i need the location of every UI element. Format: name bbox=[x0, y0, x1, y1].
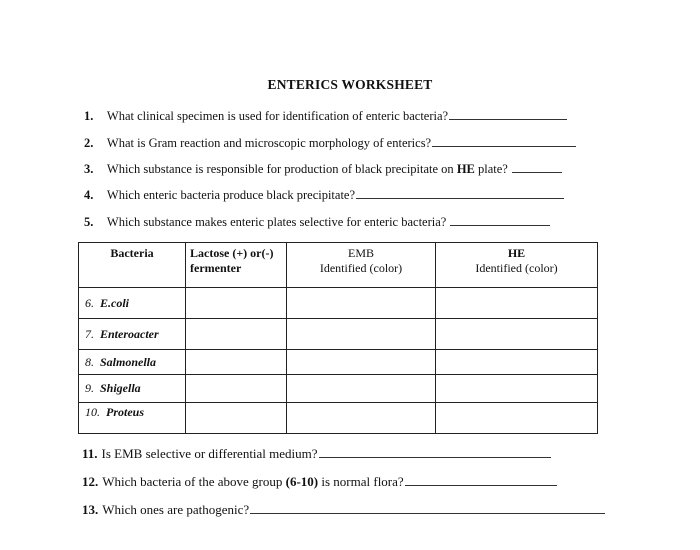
row-number: 9. bbox=[85, 381, 94, 395]
question-text: Which ones are pathogenic? bbox=[102, 502, 250, 517]
bacteria-name: Salmonella bbox=[100, 354, 157, 369]
question-number: 1. bbox=[84, 109, 94, 123]
question-text: Which enteric bacteria produce black precipitate? bbox=[106, 188, 356, 202]
header-lactose bbox=[186, 243, 287, 288]
bacteria-name: E.coli bbox=[100, 295, 129, 310]
header-emb-line1: EMB bbox=[347, 246, 374, 260]
table-row bbox=[79, 375, 598, 403]
header-lactose-line2: fermenter bbox=[190, 261, 242, 275]
answer-line[interactable] bbox=[512, 160, 562, 173]
question-11 bbox=[82, 445, 551, 462]
header-emb bbox=[287, 243, 436, 288]
answer-line[interactable] bbox=[405, 473, 557, 486]
header-bacteria: Bacteria bbox=[79, 243, 186, 288]
question-text-suffix: is normal flora? bbox=[318, 474, 404, 489]
header-he-line1: HE bbox=[507, 246, 526, 260]
answer-line[interactable] bbox=[432, 134, 576, 147]
lactose-cell[interactable] bbox=[186, 288, 287, 319]
header-emb-line2: Identified (color) bbox=[319, 261, 403, 275]
header-lactose-line1: Lactose (+) or(-) bbox=[190, 246, 274, 260]
row-number: 7. bbox=[85, 326, 94, 341]
question-text: Which substance makes enteric plates selective for enteric bacteria? bbox=[106, 215, 447, 229]
bacteria-name-cell bbox=[79, 319, 186, 350]
bacteria-name: Shigella bbox=[100, 381, 141, 395]
answer-line[interactable] bbox=[450, 213, 550, 226]
table-row bbox=[79, 288, 598, 319]
lactose-cell[interactable] bbox=[186, 319, 287, 350]
question-number: 13. bbox=[82, 502, 99, 517]
question-text-suffix: plate? bbox=[474, 162, 508, 176]
emb-cell[interactable] bbox=[287, 288, 436, 319]
question-number: 12. bbox=[82, 474, 99, 489]
answer-line[interactable] bbox=[319, 445, 551, 458]
question-bold-text: HE bbox=[456, 162, 475, 176]
bacteria-name-cell bbox=[79, 375, 186, 403]
question-bold-text: (6-10) bbox=[285, 474, 319, 489]
emb-cell[interactable] bbox=[287, 375, 436, 403]
he-cell[interactable] bbox=[436, 319, 598, 350]
table-row bbox=[79, 319, 598, 350]
question-number: 5. bbox=[84, 215, 94, 229]
answer-line[interactable] bbox=[356, 186, 564, 199]
table-row bbox=[79, 403, 598, 434]
he-cell[interactable] bbox=[436, 403, 598, 434]
question-12 bbox=[82, 473, 557, 490]
emb-cell[interactable] bbox=[287, 350, 436, 375]
answer-line[interactable] bbox=[449, 107, 567, 120]
header-he-line2: Identified (color) bbox=[475, 261, 558, 275]
table-row bbox=[79, 350, 598, 375]
bacteria-name-cell bbox=[79, 350, 186, 375]
question-4 bbox=[84, 186, 564, 203]
row-number: 8. bbox=[85, 354, 94, 369]
question-number: 11. bbox=[82, 446, 98, 461]
emb-cell[interactable] bbox=[287, 403, 436, 434]
emb-cell[interactable] bbox=[287, 319, 436, 350]
bacteria-name-cell bbox=[79, 403, 186, 434]
header-he bbox=[436, 243, 598, 288]
row-number: 6. bbox=[85, 295, 94, 310]
table-header-row bbox=[79, 243, 598, 288]
question-number: 4. bbox=[84, 188, 94, 202]
question-13 bbox=[82, 501, 605, 518]
question-text: Is EMB selective or differential medium? bbox=[101, 446, 318, 461]
question-text: What is Gram reaction and microscopic morphology of enterics? bbox=[106, 136, 432, 150]
question-number: 2. bbox=[84, 136, 94, 150]
lactose-cell[interactable] bbox=[186, 375, 287, 403]
question-2 bbox=[84, 134, 576, 151]
question-text: What clinical specimen is used for identification of enteric bacteria? bbox=[106, 109, 449, 123]
he-cell[interactable] bbox=[436, 375, 598, 403]
lactose-cell[interactable] bbox=[186, 350, 287, 375]
question-1 bbox=[84, 107, 567, 124]
question-number: 3. bbox=[84, 162, 94, 176]
question-text: Which substance is responsible for production of black precipitate on bbox=[106, 162, 457, 176]
question-text: Which bacteria of the above group bbox=[102, 474, 286, 489]
bacteria-table bbox=[78, 242, 598, 434]
question-5 bbox=[84, 213, 550, 230]
row-number: 10. bbox=[85, 405, 100, 419]
lactose-cell[interactable] bbox=[186, 403, 287, 434]
worksheet-title: ENTERICS WORKSHEET bbox=[267, 77, 433, 92]
bacteria-name: Proteus bbox=[106, 405, 145, 419]
he-cell[interactable] bbox=[436, 350, 598, 375]
bacteria-name: Enteroacter bbox=[100, 326, 159, 341]
bacteria-name-cell bbox=[79, 288, 186, 319]
question-3 bbox=[84, 160, 562, 177]
he-cell[interactable] bbox=[436, 288, 598, 319]
answer-line[interactable] bbox=[250, 501, 605, 514]
